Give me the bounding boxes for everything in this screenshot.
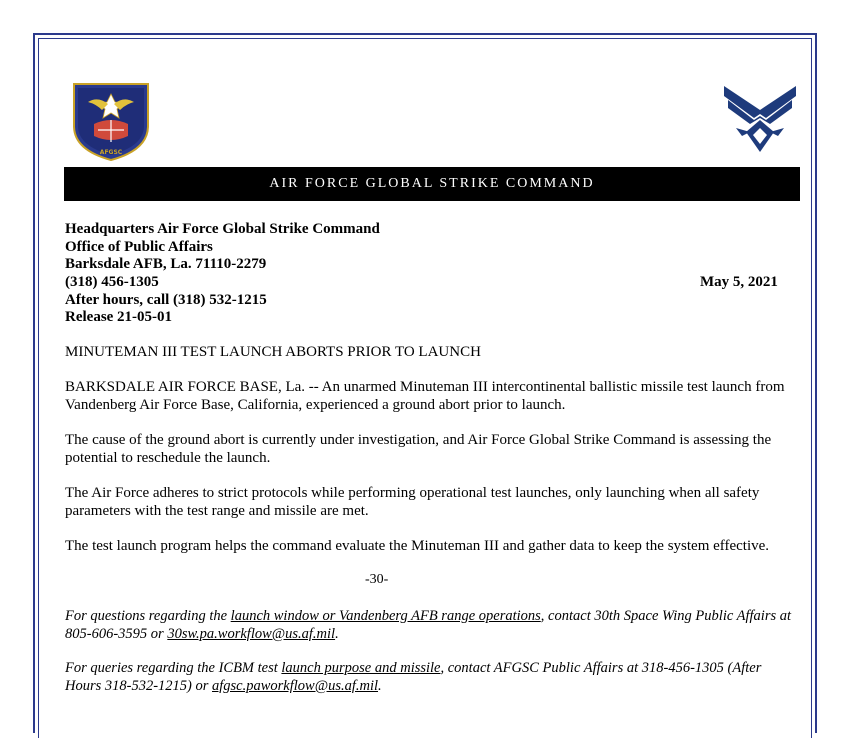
body-paragraph: The test launch program helps the command evaluate the Minuteman III and gather data to keep the system effective. — [65, 538, 770, 554]
contact-info-30sw — [65, 608, 800, 643]
header-line-release: Release 21-05-01 — [65, 309, 173, 325]
contact-text: For questions regarding the — [65, 608, 231, 624]
contact-text: , contact 30th Space Wing Public Affairs at 805-606-3595 or — [65, 608, 792, 642]
afgsc-email-link[interactable]: afgsc.paworkflow@us.af.mil — [212, 677, 379, 694]
header-line-address: Barksdale AFB, La. 71110-2279 — [65, 256, 267, 272]
contact-text: For queries regarding the ICBM test — [65, 660, 282, 676]
svg-text:AFGSC: AFGSC — [99, 149, 123, 156]
command-banner — [64, 167, 800, 201]
banner-title: AIR FORCE GLOBAL STRIKE COMMAND — [269, 176, 595, 191]
range-operations-link[interactable]: launch window or Vandenberg AFB range operations — [230, 608, 541, 624]
header-line-hq: Headquarters Air Force Global Strike Command — [65, 221, 380, 237]
contact-text: . — [335, 625, 339, 642]
contact-text: . — [378, 677, 382, 694]
body-paragraph: The cause of the ground abort is currently under investigation, and Air Force Global Strike Command is assessing the potential to reschedule the launch. — [65, 432, 772, 466]
header-line-office: Office of Public Affairs — [65, 239, 213, 255]
body-paragraph: BARKSDALE AIR FORCE BASE, La. -- An unarmed Minuteman III intercontinental ballistic missile test launch from Vandenberg Air Force Base, California, experienced a ground abort prior to launch. — [65, 379, 785, 413]
body-paragraph: The Air Force adheres to strict protocols while performing operational test launches, only launching when all safety parameters with the test range and missile are met. — [65, 485, 760, 519]
air-force-symbol-logo — [720, 82, 800, 154]
header-line-after-hours: After hours, call (318) 532-1215 — [65, 292, 267, 308]
contact-info-afgsc — [65, 660, 800, 695]
end-mark: -30- — [365, 572, 389, 587]
release-date: May 5, 2021 — [700, 274, 778, 290]
launch-purpose-link[interactable]: launch purpose and missile — [281, 660, 441, 676]
header-line-phone: (318) 456-1305 — [65, 274, 159, 290]
afgsc-seal-logo — [68, 80, 154, 162]
contact-text: , contact AFGSC Public Affairs at 318-456-1305 (After Hours 318-532-1215) or — [65, 660, 762, 694]
press-release-headline: MINUTEMAN III TEST LAUNCH ABORTS PRIOR TO LAUNCH — [65, 344, 481, 360]
30sw-email-link[interactable]: 30sw.pa.workflow@us.af.mil — [167, 625, 336, 642]
